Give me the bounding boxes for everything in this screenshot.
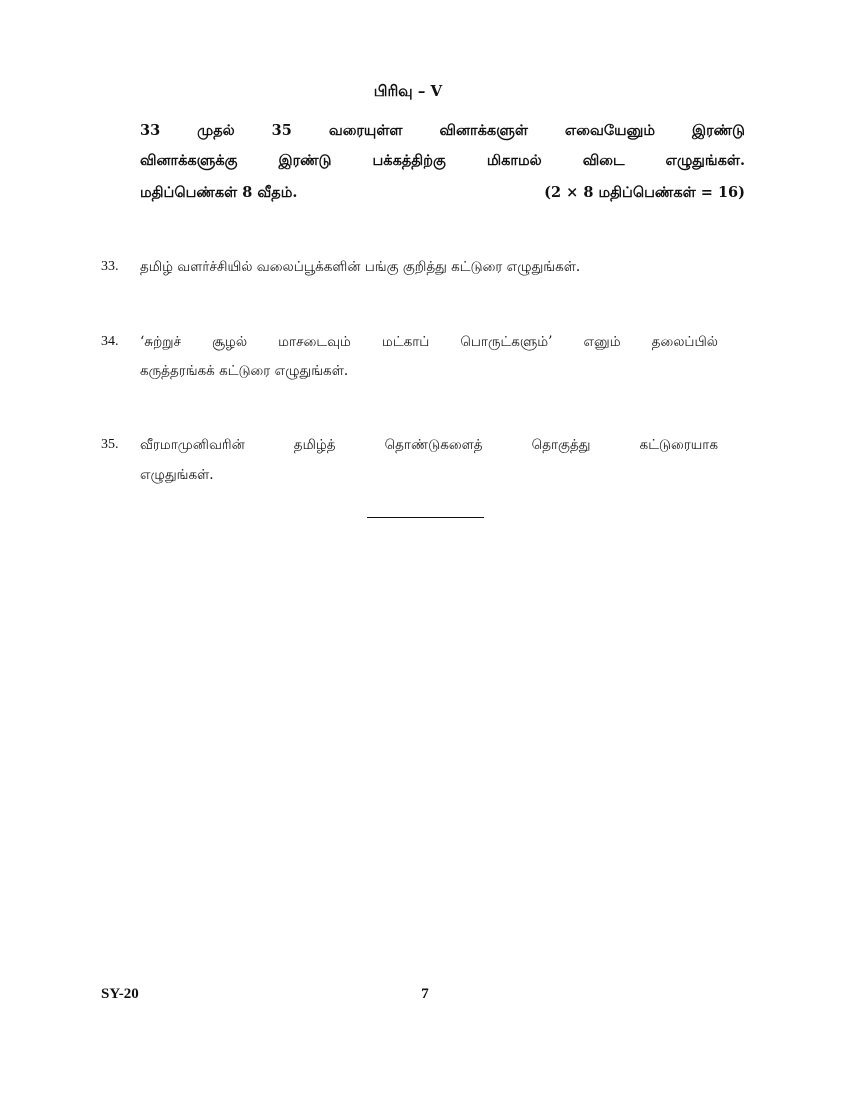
paper-code: SY-20	[101, 986, 139, 1002]
instruction-line-1: 33 முதல் 35 வரையுள்ள வினாக்களுள் எவையேனும் இரண்டு	[140, 122, 745, 139]
question-text: தமிழ் வளர்ச்சியில் வலைப்பூக்களின் பங்கு குறித்து கட்டுரை எழுதுங்கள்.	[140, 259, 581, 275]
question-text-continued: கருத்தரங்கக் கட்டுரை எழுதுங்கள்.	[140, 363, 349, 379]
end-divider	[367, 517, 484, 518]
question-text: வீரமாமுனிவரின் தமிழ்த் தொண்டுகளைத் தொகுத்து கட்டுரையாக	[140, 437, 718, 453]
marks-per-question: மதிப்பெண்கள் 8 வீதம்.	[140, 184, 298, 201]
question-number: 35.	[101, 437, 119, 452]
question-text-continued: எழுதுங்கள்.	[140, 467, 214, 483]
page-number: 7	[421, 986, 429, 1002]
instruction-line-2: வினாக்களுக்கு இரண்டு பக்கத்திற்கு மிகாமல் விடை எழுதுங்கள்.	[140, 152, 745, 169]
question-number: 33.	[101, 259, 119, 274]
section-title: பிரிவு – V	[373, 82, 443, 100]
total-marks: (2 × 8 மதிப்பெண்கள் = 16)	[544, 184, 745, 201]
instruction-line-3	[140, 184, 745, 203]
question-number: 34.	[101, 334, 119, 349]
question-text: ‘சுற்றுச் சூழல் மாசடைவும் மட்காப் பொருட்களும்’ எனும் தலைப்பில்	[140, 334, 718, 350]
